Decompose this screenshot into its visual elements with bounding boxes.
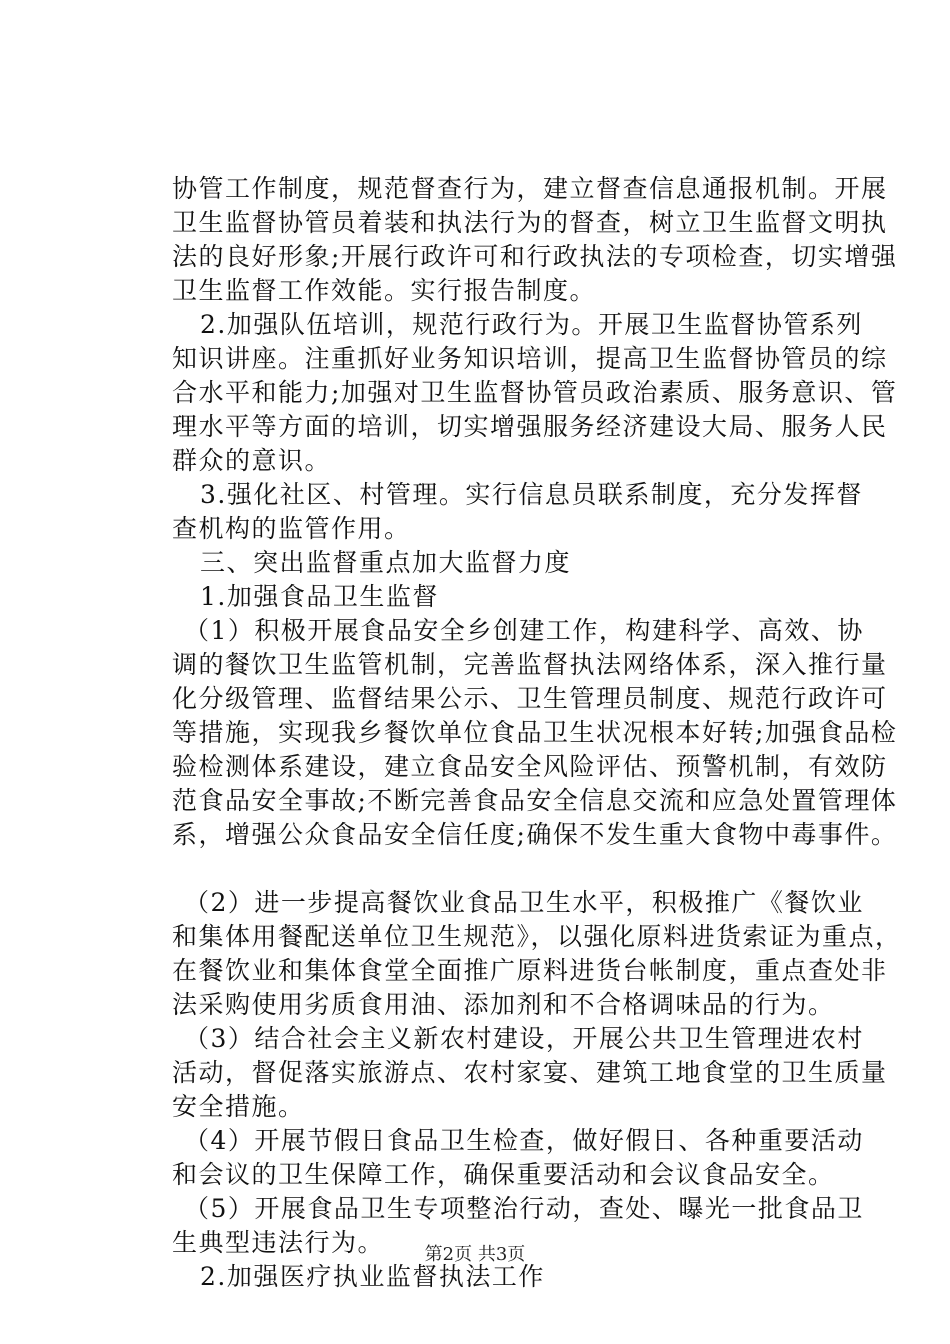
text-line: 知识讲座。注重抓好业务知识培训，提高卫生监督协管员的综 [172,344,888,373]
page-number: 第2页 共3页 [424,1244,526,1265]
text-line: 合水平和能力;加强对卫生监督协管员政治素质、服务意识、管 [172,378,898,407]
text-line: 查机构的监管作用。 [172,514,411,543]
text-line: 协管工作制度，规范督查行为，建立督查信息通报机制。开展 [172,174,888,203]
subsection-heading: 2.加强医疗执业监督执法工作 [200,1262,545,1291]
text-line: 活动，督促落实旅游点、农村家宴、建筑工地食堂的卫生质量 [172,1058,888,1087]
text-line: 等措施，实现我乡餐饮单位食品卫生状况根本好转;加强食品检 [172,718,898,747]
text-line: 系，增强公众食品安全信任度;确保不发生重大食物中毒事件。 [172,820,898,849]
text-line: 和会议的卫生保障工作，确保重要活动和会议食品安全。 [172,1160,835,1189]
text-line: 在餐饮业和集体食堂全面推广原料进货台帐制度，重点查处非 [172,956,888,985]
text-line: 范食品安全事故;不断完善食品安全信息交流和应急处置管理体 [172,786,898,815]
text-line: 理水平等方面的培训，切实增强服务经济建设大局、服务人民 [172,412,888,441]
text-line: 生典型违法行为。 [172,1228,385,1257]
text-line: 法的良好形象;开展行政许可和行政执法的专项检查，切实增强 [172,242,898,271]
paragraph-start: （4）开展节假日食品卫生检查，做好假日、各种重要活动 [184,1126,864,1155]
text-line: 法采购使用劣质食用油、添加剂和不合格调味品的行为。 [172,990,835,1019]
text-line: 调的餐饮卫生监管机制，完善监督执法网络体系，深入推行量 [172,650,888,679]
document-body [172,172,902,1294]
text-line: 化分级管理、监督结果公示、卫生管理员制度、规范行政许可 [172,684,888,713]
text-line: 卫生监督工作效能。实行报告制度。 [172,276,597,305]
text-line: 安全措施。 [172,1092,305,1121]
paragraph-start: 2.加强队伍培训，规范行政行为。开展卫生监督协管系列 [200,310,863,339]
paragraph-start: （5）开展食品卫生专项整治行动，查处、曝光一批食品卫 [184,1194,864,1223]
section-heading: 三、突出监督重点加大监督力度 [200,548,572,577]
blank-line [172,852,838,886]
text-line: 群众的意识。 [172,446,332,475]
paragraph-start: （3）结合社会主义新农村建设，开展公共卫生管理进农村 [184,1024,864,1053]
paragraph-start: （1）积极开展食品安全乡创建工作，构建科学、高效、协 [184,616,864,645]
text-line: 和集体用餐配送单位卫生规范》，以强化原料进货索证为重点， [172,922,902,951]
text-line: 验检测体系建设，建立食品安全风险评估、预警机制，有效防 [172,752,888,781]
paragraph-start: （2）进一步提高餐饮业食品卫生水平，积极推广《餐饮业 [184,888,864,917]
subsection-heading: 1.加强食品卫生监督 [200,582,439,611]
paragraph-start: 3.强化社区、村管理。实行信息员联系制度，充分发挥督 [200,480,863,509]
text-line: 卫生监督协管员着装和执法行为的督查，树立卫生监督文明执 [172,208,888,237]
